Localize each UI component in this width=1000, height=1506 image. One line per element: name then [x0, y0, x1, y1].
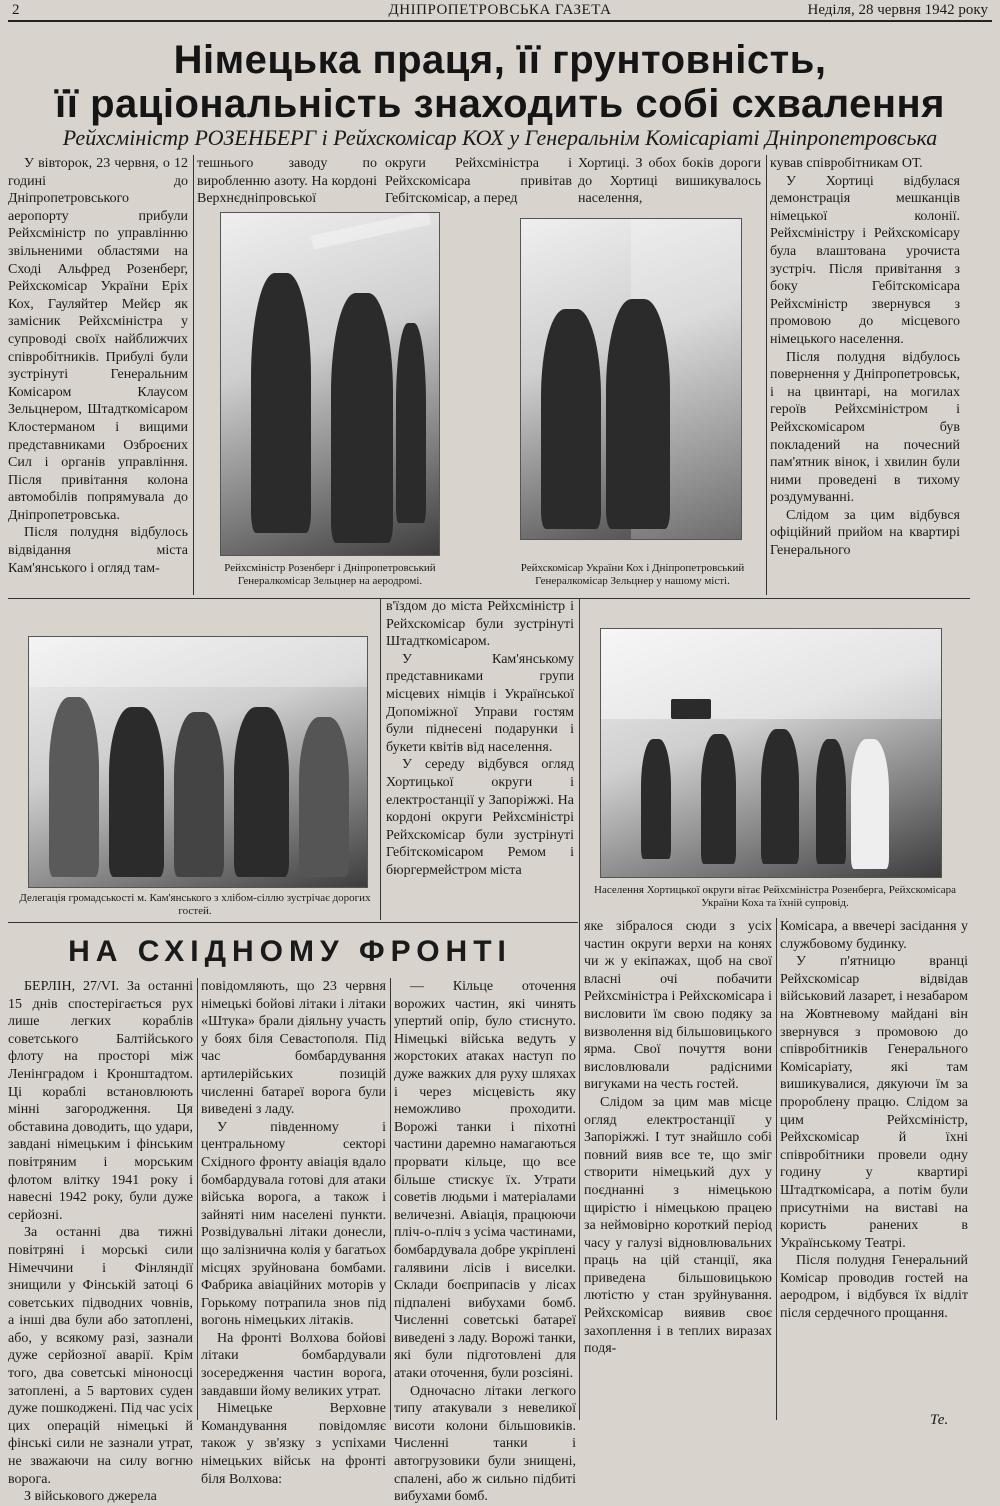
- paper-name: ДНІПРОПЕТРОВСЬКА ГАЗЕТА: [388, 2, 612, 18]
- article1-column-5: [770, 155, 960, 560]
- headline-subtitle: Рейхсміністр РОЗЕНБЕРГ і Рейхскомісар КОХ у Генеральнім Комісаріаті Дніпропетровська: [62, 125, 938, 150]
- article2-column-3: [394, 978, 576, 1506]
- photo-caption: Населення Хортицької округи вітає Рейхсміністра Розенберга, Рейхскомісара України Коха та їхній супровід.: [594, 884, 956, 909]
- article2-paragraph: Одночасно літаки легкого типу атакували з невеликої висоти колони більшовиків. Численні танки і автогрузовики були знищені, спалені, або ж сильно підбиті вибухами бомб.: [394, 1383, 576, 1505]
- article1-paragraph: Хортиці. З обох боків дороги до Хортиці вишикувалось населення,: [578, 156, 761, 207]
- article2-title: НА СХІДНОМУ ФРОНТІ: [68, 935, 512, 968]
- issue-date: Неділя, 28 червня 1942 року: [807, 2, 988, 18]
- article1-paragraph: Після полудня Генеральний Комісар проводив гостей на аеродром, і відбувся їх відліт після сердечного прощання.: [780, 1253, 968, 1322]
- article2-column-1: [8, 978, 193, 1506]
- article1-paragraph: У п'ятницю вранці Рейхскомісар відвідав військовий лазарет, і незабаром на Жовтневому майдані він звернувся з промовою до співробітників Генерального Комісаріату, які там вишикувалися, дякуючи їм за пророблену працю. Слідом за цим Рейхсміністр, Рейхскомісар й їхні співробітники провели одну годину у квартирі Штадткомісара, а потім були присутніми на виставі на користь ранених в Українському Театрі.: [780, 954, 968, 1251]
- column-rule: [380, 598, 381, 920]
- article2-paragraph: — Кільце оточення ворожих частин, які чинять упертий опір, було стиснуто. Німецькі війська ведуть у жорстоких атаках наступ по дуже важких для руху шляхах і через місцевість яку неможливо проходити. Ворожі танки і піхотні частини даремно намагаються прорвати кільце, що все більше стискує їх. Утрати советів людьми і матеріалами величезні. Авіація, працюючи пліч-о-пліч з усіма частинами, бомбардувала добре укріплені галявини лісів і виселки. Склади боєприпасів у лісах підпалені вибухами бомб. Численні советські батареї виведені з ладу. Ворожі танки, які були підготовлені для атаки оточення, були розсіяні.: [394, 979, 576, 1382]
- column-rule: [390, 978, 391, 1420]
- article2-paragraph: З військового джерела: [24, 1489, 157, 1505]
- article2-paragraph: повідомляють, що 23 червня німецькі бойові літаки і літаки «Штука» брали діяльну участь у боях біля Севастополя. Під час бомбардування артилерійських позицій численні батареї ворога були виведені з ладу.: [201, 979, 386, 1118]
- photo-koch-city: [520, 218, 742, 540]
- article1-paragraph: У Хортиці відбулася демонстрація мешканців німецької колонії. Рейхсміністру і Рейхскомісару була влаштована урочиста зустріч. Після привітання з боку Гебітскомісара Рейхсміністр звернувся з промовою до місцевого німецького населення.: [770, 173, 960, 347]
- article1-paragraph: У вівторок, 23 червня, о 12 годині до Дніпропетровського аеропорту прибули Рейхсміністр по управлінню звільненими областями на Сході Альфред Розенберг, Рейхскомісар України Еріх Кох, Гауляйтер Мейєр як замісник Рейхсміністра у супроводі своїх найближчих співробітників. Прибулі були зустрінуті Генеральним Комісаром Клаусом Зельцнером, Штадткомісаром Клостерманом і вищими представниками Озброєних Сил і органів управління. Після привітання колона автомобілів попрямувала до Дніпропетровська.: [8, 156, 188, 523]
- article2-paragraph: Німецьке Верховне Командування повідомляє також у зв'язку з успіхами німецьких військ на фронті біля Волхова:: [201, 1401, 386, 1487]
- section-rule: [8, 922, 578, 923]
- article1-paragraph: У Кам'янському представниками групи місцевих німців і Української Допоміжної Управи гостям були піднесені подарунки і букети квітів від населення.: [386, 651, 574, 755]
- article1-paragraph: Після полудня відбулось повернення у Дніпропетровськ, і на цвинтарі, на могилах героїв Рейхсміністром і Рейхскомісаром був покладений на почесний пам'ятник вінок, і хвилин були ними проведені в тихому роздумуванні.: [770, 349, 960, 506]
- article1-column-3-top: [385, 155, 572, 208]
- headline-line-2: її раціональність знаходить собі схвалення: [54, 82, 946, 126]
- photo-caption: Рейхскомісар України Кох і Дніпропетровський Генералкомісар Зельцнер у нашому місті.: [520, 562, 745, 587]
- article2-paragraph: У південному і центральному секторі Східного фронту авіація вдало бомбардувала готові для атаки війська ворога, а також і зайняті ним населені пункти. Розвідувальні літаки донесли, що залізнична колія у багатьох місцях зруйнована бомбами. Фабрика авіаційних моторів у Горькому потрапила знов під вогонь німецьких літаків.: [201, 1119, 386, 1329]
- article1-paragraph: в'їздом до міста Рейхсміністр і Рейхскомісар були зустрінуті Штадткомісаром.: [386, 599, 574, 650]
- photo-caption: Рейхсміністр Розенберг і Дніпропетровський Генералкомісар Зельцнер на аеродромі.: [224, 562, 436, 587]
- column-rule: [193, 155, 194, 595]
- photo-rosenberg-airport: [220, 212, 440, 556]
- column-rule: [766, 155, 767, 595]
- photo-khortytsia-greeting: [600, 628, 942, 878]
- column-rule: [579, 598, 580, 1420]
- article2-paragraph: За останні два тижні повітряні і морські сили Німеччини і Фінляндії знищили у Фінській затоці 6 советських підводних човнів, а інші два були або затоплені, або, у всякому разі, зазнали дуже серйозної аварії. Крім того, два советські міноносці затоплені, а 5 вартових суден дуже пошкоджені. Під час усіх цих операцій німецькі й фінські сили не зазнали утрат, не зважаючи на силу вогню ворога.: [8, 1225, 193, 1487]
- article2-paragraph: БЕРЛІН, 27/VI. За останні 15 днів спостерігається рух лише легких кораблів советського Балтійського флоту на просторі між Ленінградом і Кронштадтом. Ці кораблі встановлюють мінні загородження. Ця обставина доводить, що удари, завдані німецьким і фінським повітряним і морським флотом влітку 1941 року і навесні 1942 року, були дуже серйозні.: [8, 979, 193, 1223]
- headline-line-1: Німецька праця, її грунтовність,: [173, 38, 827, 82]
- article1-lower-column-4: [780, 918, 968, 1323]
- article1-column-4-top: [578, 155, 761, 208]
- article2-paragraph: На фронті Волхова бойові літаки бомбардували зосередження частин ворога, завдавши йому великих утрат.: [201, 1330, 386, 1399]
- article2-column-2: [201, 978, 386, 1488]
- article1-paragraph: Слідом за цим відбувся офіційний прийом на квартирі Генерального: [770, 507, 960, 559]
- article1-column-2-top: [197, 155, 377, 208]
- article1-paragraph: тешнього заводу по виробленню азоту. На кордоні Верхнєдніпровської: [197, 156, 377, 207]
- article1-lower-column-3: [584, 918, 772, 1358]
- column-rule: [197, 978, 198, 1420]
- article1-paragraph: У середу відбувся огляд Хортицької округи і електростанції у Запоріжжі. На кордоні округи Рейхсміністрі Рейхскомісар були зустрінуті Гебітскомісаром Ремом і бюргермейстром міста: [386, 757, 574, 878]
- article1-signature: Те.: [930, 1412, 949, 1428]
- article1-center-column: [386, 598, 574, 880]
- page-header: [8, 2, 992, 22]
- article1-column-1: [8, 155, 188, 577]
- article1-paragraph: Після полудня відбулось відвідання міста Кам'янського і огляд там-: [8, 525, 188, 576]
- article1-paragraph: Слідом за цим мав місце огляд електростанції у Запоріжжі. І тут знайшло собі повний вияв все те, що зміг створити німецький дух у поєднанні з німецькою щирістю і німецькою працею за неймовірно короткий період часу у галузі відновлювальних праць на цій станції, яка приведена більшовицькою лютістю у стан зруйнування. Рейхскомісар виявив своє захоплення і в теплих виразах подя-: [584, 1094, 772, 1357]
- column-rule: [776, 918, 777, 1420]
- article1-paragraph: кував співробітникам ОТ.: [770, 156, 923, 171]
- article1-paragraph: яке зібралося сюди з усіх частин округи верхи на конях чи ж у екіпажах, щоб на свої власні очі побачити Рейхсміністра і Рейхскомісара і висловити їм свою подяку за визволення від більшовицького ярма. Свої почуття вони висловлювали радісними вигуками на честь гостей.: [584, 919, 772, 1093]
- photo-caption: Делегація громадськості м. Кам'янського з хлібом-сіллю зустрічає дорогих гостей.: [19, 892, 371, 917]
- article1-paragraph: Комісара, а ввечері засідання у службовому будинку.: [780, 919, 968, 952]
- article1-paragraph: округи Рейхсміністра і Рейхскомісара привітав Гебітскомісар, а перед: [385, 156, 572, 207]
- page-number: 2: [12, 2, 20, 18]
- photo-delegation-bread-salt: [28, 636, 368, 888]
